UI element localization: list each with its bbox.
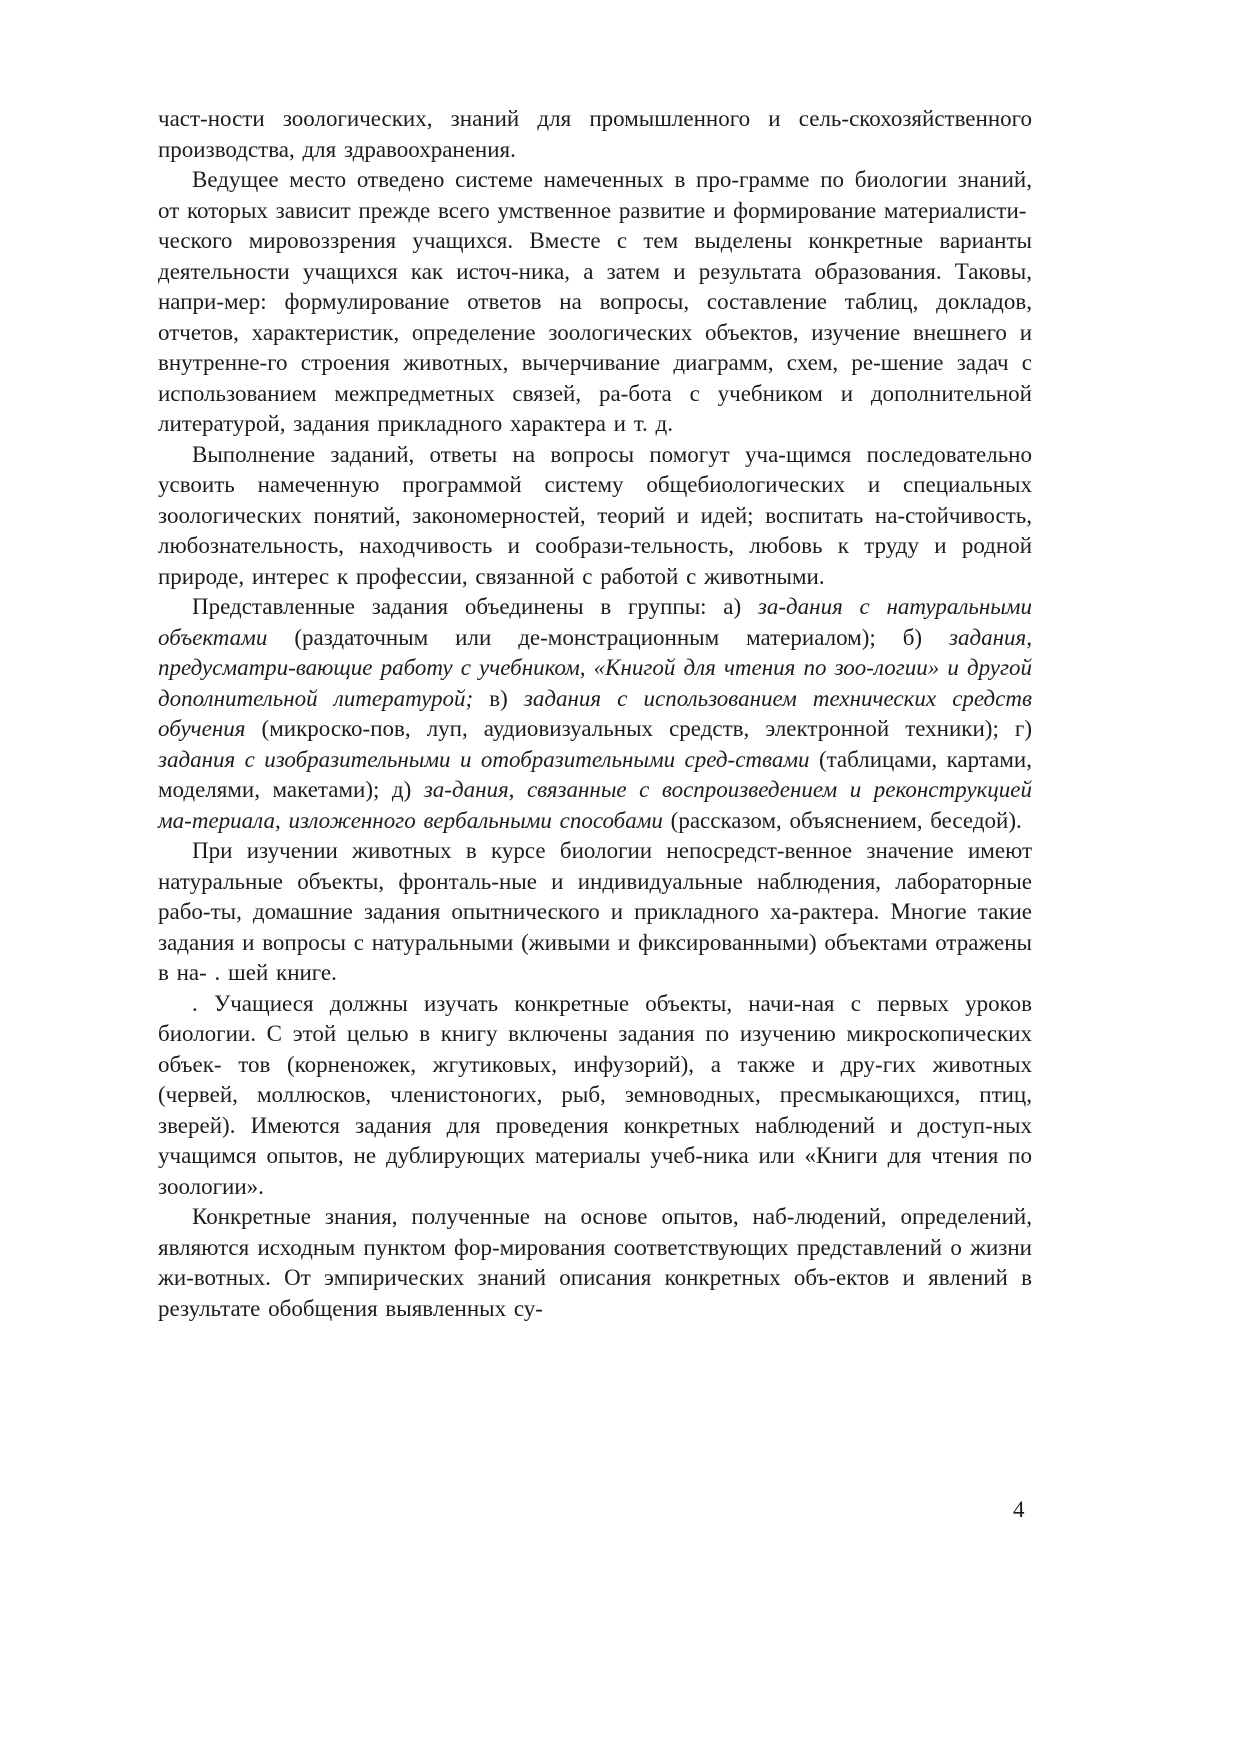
text-run: част-ности зоологических, знаний для промышленного и сель-скохозяйственного производства, для здравоохранения. bbox=[158, 106, 1032, 162]
italic-text-run: за-дания, связанные с воспроизведением и реконструкцией ма-териала, изложенного вербальными способами bbox=[158, 777, 1032, 833]
italic-text-run: задания с изобразительными и отобразительными сред-ствами bbox=[158, 746, 819, 772]
text-run: ческого мировоззрения учащихся. Вместе с тем выделены конкретные варианты деятельности учащихся как источ-ника, а затем и результата образования. Таковы, напри-мер: формулирование ответов на вопросы, составление таблиц, докладов, отчетов, характеристик, определение зоологических объектов, изучение внешнего и внутренне-го строения животных, вычерчивание диаграмм, схем, ре-шение задач с использованием межпредметных связей, ра-бота с учебником и дополнительной литературой, задания прикладного характера и т. д. bbox=[158, 228, 1032, 436]
text-run: При изучении животных в курсе биологии непосредст-венное значение имеют натуральные объекты, фронталь-ные и индивидуальные наблюдения, лабораторные рабо-ты, домашние задания опытнического и прикладного ха-рактера. Многие такие задания и вопросы с натуральными (живыми и фиксированными) объектами отражены в на- . шей книге. bbox=[158, 838, 1032, 985]
paragraph bbox=[158, 440, 1032, 593]
text-run: Представленные задания объединены в группы: а) bbox=[192, 594, 758, 619]
italic-text-run: за-дания с натуральными объектами bbox=[158, 594, 1032, 650]
text-run: (раздаточным или де-монстрационным материалом); б) bbox=[294, 624, 950, 650]
text-run: Ведущее место отведено системе намеченных в про-грамме по биологии знаний, от которых зависит прежде всего умственное развитие и формирование материалисти- bbox=[158, 167, 1032, 223]
text-run: (микроско-пов, луп, аудиовизуальных средств, электронной техники); г) bbox=[261, 716, 1033, 741]
text-block bbox=[158, 104, 1032, 1324]
italic-text-run: задания с использованием технических средств обучения bbox=[158, 685, 1032, 741]
text-run: . Учащиеся должны изучать конкретные объекты, начи-ная с первых уроков биологии. С этой целью в книгу включены задания по изучению микроскопических объек- тов (корненожек, жгутиковых, инфузорий), а также и дру-гих животных (червей, моллюсков, членистоногих, рыб, земноводных, пресмыкающихся, птиц, зверей). Имеются задания для проведения конкретных наблюдений и доступ-ных учащимся опытов, не дублирующих материалы учеб-ника или «Книги для чтения по зоологии». bbox=[158, 990, 1032, 1199]
page-number: 4 bbox=[1013, 1497, 1025, 1522]
paragraph bbox=[158, 226, 1032, 440]
paragraph bbox=[158, 836, 1032, 989]
paragraph bbox=[158, 989, 1032, 1203]
paragraph bbox=[158, 104, 1032, 165]
paragraph bbox=[158, 592, 1032, 836]
text-run: Выполнение заданий, ответы на вопросы помогут уча-щимся последовательно усвоить намеченную программой систему общебиологических и специальных зоологических понятий, закономерностей, теорий и идей; воспитать на-стойчивость, любознательность, находчивость и сообрази-тельность, любовь к труду и родной природе, интерес к профессии, связанной с работой с животными. bbox=[158, 441, 1032, 589]
paragraph bbox=[158, 1202, 1032, 1324]
text-run: (рассказом, объяснением, беседой). bbox=[670, 807, 1022, 833]
text-run: в) bbox=[489, 685, 524, 711]
italic-text-run: задания, предусматри-вающие работу с учебником, «Книгой для чтения по зоо-логии» и другой дополнительной литературой; bbox=[158, 624, 1032, 711]
paragraph bbox=[158, 165, 1032, 226]
text-run: (таблицами, картами, моделями, макетами); д) bbox=[158, 746, 1032, 802]
text-run: Конкретные знания, полученные на основе опытов, наб-людений, определений, являются исходным пунктом фор-мирования соответствующих представлений о жизни жи-вотных. От эмпирических знаний описания конкретных объ-ектов и явлений в результате обобщения выявленных су- bbox=[158, 1204, 1032, 1321]
